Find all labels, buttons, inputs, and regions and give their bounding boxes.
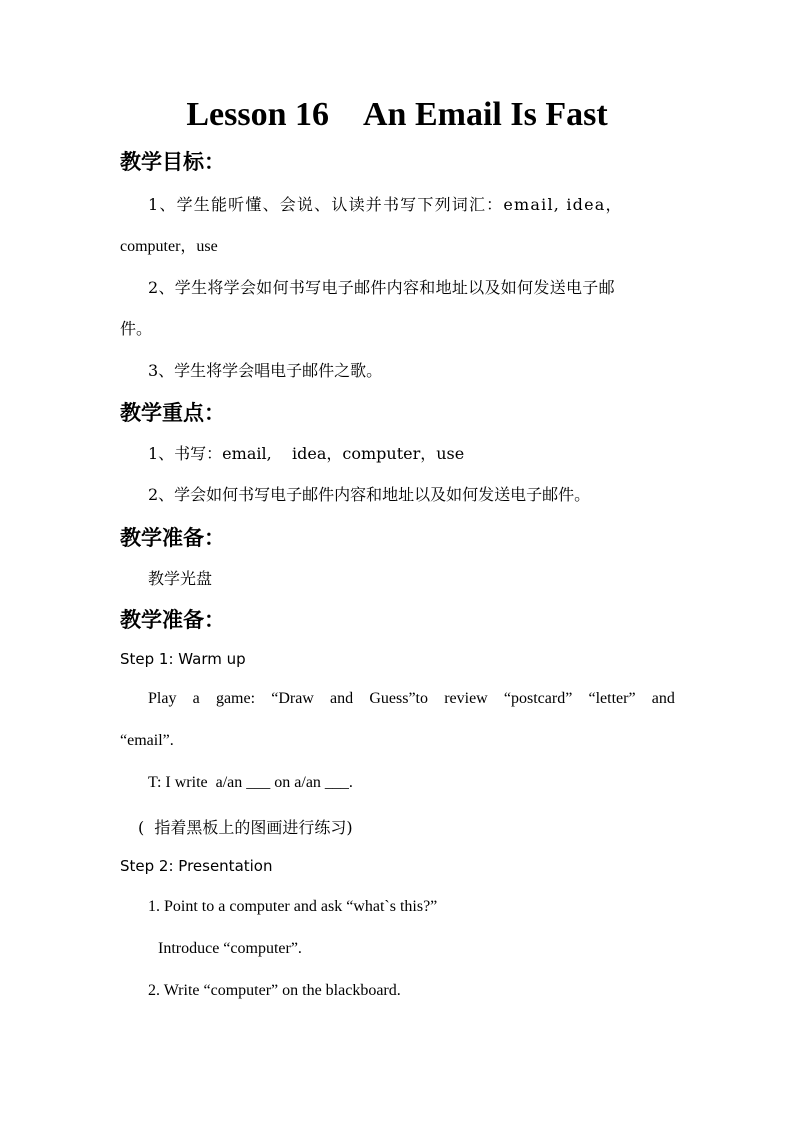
prep-heading: 教学准备：	[120, 526, 225, 550]
page-title	[0, 96, 794, 134]
keypoint-1: 1、书写：email, idea，computer，use	[148, 444, 465, 463]
word: “letter”	[588, 690, 636, 707]
word: game:	[215, 690, 256, 707]
word: “Draw	[271, 690, 314, 707]
step-2-line-1: 1. Point to a computer and ask “what`s this?”	[148, 898, 438, 915]
lesson-name: An Email Is Fast	[363, 96, 608, 133]
step-1-title: Step 1: Warm up	[120, 650, 246, 668]
step-2-line-3: 2. Write “computer” on the blackboard.	[148, 982, 401, 999]
word: Guess”to	[369, 690, 428, 707]
objective-1-line-2: computer，use	[120, 238, 218, 255]
objective-3: 3、学生将学会唱电子邮件之歌。	[148, 361, 383, 380]
objective-2-line-2: 件。	[120, 319, 153, 338]
word: Play	[148, 690, 177, 707]
word: and	[330, 690, 354, 707]
prep-item: 教学光盘	[148, 569, 213, 588]
objectives-heading: 教学目标：	[120, 150, 225, 174]
word: and	[651, 690, 675, 707]
objective-1-line-1: 1、学生能听懂、会说、认读并书写下列词汇：email, idea，	[148, 195, 623, 214]
word: “postcard”	[503, 690, 573, 707]
keypoints-heading: 教学重点：	[120, 401, 225, 425]
procedure-heading: 教学准备：	[120, 608, 225, 632]
keypoint-2: 2、学会如何书写电子邮件内容和地址以及如何发送电子邮件。	[148, 485, 591, 504]
step-1-line-4: ( 指着黑板上的图画进行练习)	[138, 818, 353, 837]
step-2-line-2: Introduce “computer”.	[158, 940, 302, 957]
step-1-line-2: “email”.	[120, 732, 174, 749]
word: review	[444, 690, 488, 707]
step-1-line-3: T: I write a/an ___ on a/an ___.	[148, 774, 353, 791]
objective-2-line-1: 2、学生将学会如何书写电子邮件内容和地址以及如何发送电子邮	[148, 278, 615, 297]
lesson-number: Lesson 16	[186, 96, 329, 133]
word: a	[192, 690, 200, 707]
step-1-line-1	[148, 690, 675, 708]
step-2-title: Step 2: Presentation	[120, 857, 273, 875]
